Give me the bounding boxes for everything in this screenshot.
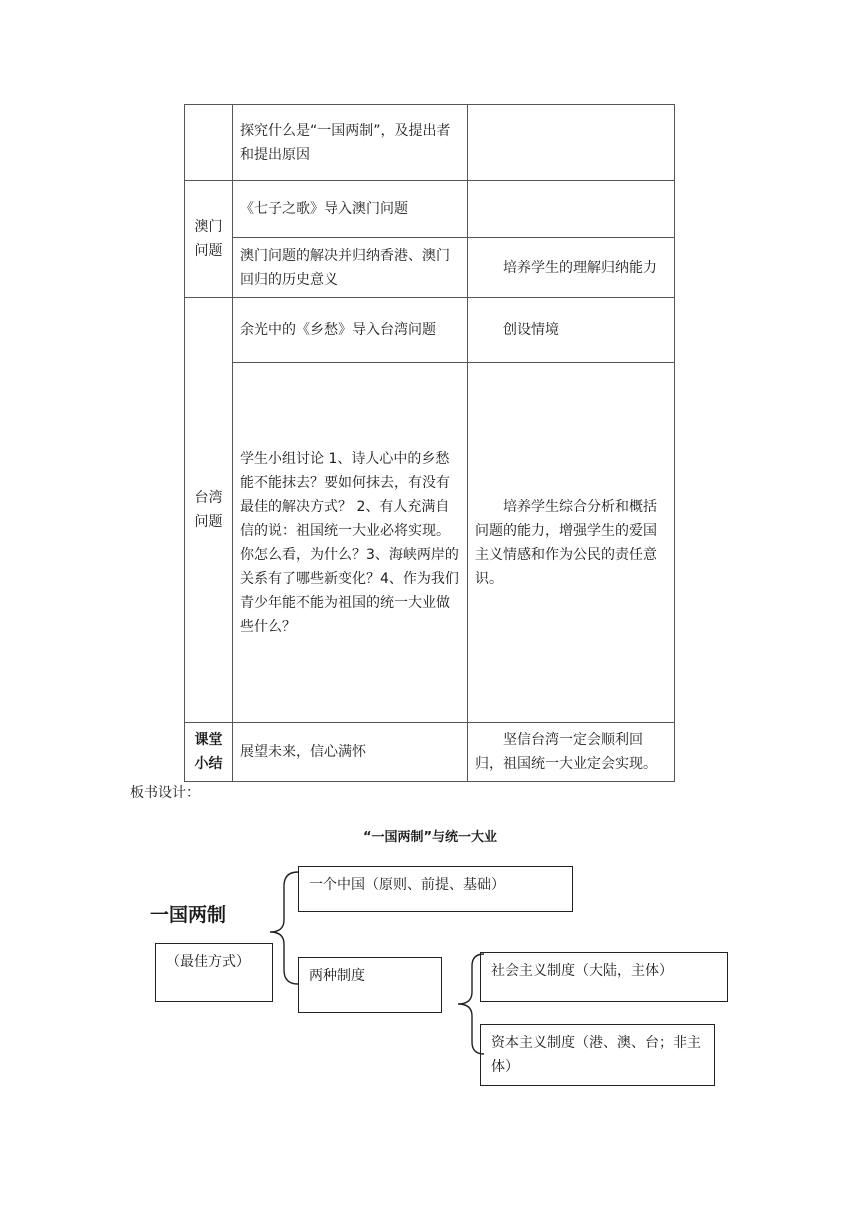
activity-cell: 学生小组讨论 1、诗人心中的乡愁能不能抹去？要如何抹去，有没有最佳的解决方式？ 2、有人充满自信的说：祖国统一大业必将实现。你怎么看，为什么？3、海峡两岸的关系有了哪些新变化？4、作为我们青少年能不能为祖国的统一大业做些什么？ <box>233 363 468 723</box>
intent-cell: 创设情境 <box>468 298 675 363</box>
main-sub-text: （最佳方式） <box>166 954 250 970</box>
socialist-box <box>480 952 728 1002</box>
table-row <box>185 298 675 363</box>
intent-cell: 培养学生的理解归纳能力 <box>468 238 675 298</box>
capitalist-text: 资本主义制度（港、澳、台；非主体） <box>491 1035 701 1075</box>
two-systems-text: 两种制度 <box>309 968 365 984</box>
intent-cell: 培养学生综合分析和概括问题的能力，增强学生的爱国主义情感和作为公民的责任意识。 <box>468 363 675 723</box>
activity-cell: 余光中的《乡愁》导入台湾问题 <box>233 298 468 363</box>
topic-cell <box>185 105 233 181</box>
two-systems-box <box>298 957 442 1013</box>
topic-cell: 澳门问题 <box>185 181 233 298</box>
table-row <box>185 363 675 723</box>
table-row <box>185 181 675 238</box>
brace-left-icon <box>262 868 302 988</box>
one-china-box <box>298 866 573 912</box>
activity-cell: 《七子之歌》导入澳门问题 <box>233 181 468 238</box>
activity-cell: 探究什么是“一国两制”，及提出者和提出原因 <box>233 105 468 181</box>
intent-cell <box>468 181 675 238</box>
capitalist-box <box>480 1024 715 1086</box>
table-row <box>185 105 675 181</box>
intent-cell <box>468 105 675 181</box>
table-row <box>185 238 675 298</box>
activity-cell: 展望未来，信心满怀 <box>233 723 468 782</box>
topic-cell: 台湾问题 <box>185 298 233 723</box>
main-sub-box <box>155 943 273 1002</box>
table-row <box>185 723 675 782</box>
lesson-plan-table <box>184 104 675 782</box>
board-title: “一国两制”与统一大业 <box>362 830 498 845</box>
one-china-text: 一个中国（原则、前提、基础） <box>309 877 505 893</box>
intent-cell: 坚信台湾一定会顺利回归，祖国统一大业定会实现。 <box>468 723 675 782</box>
main-concept: 一国两制 <box>150 904 227 926</box>
activity-cell: 澳门问题的解决并归纳香港、澳门回归的历史意义 <box>233 238 468 298</box>
topic-cell: 课堂小结 <box>185 723 233 782</box>
socialist-text: 社会主义制度（大陆，主体） <box>491 963 673 979</box>
board-design-label: 板书设计： <box>130 785 200 801</box>
